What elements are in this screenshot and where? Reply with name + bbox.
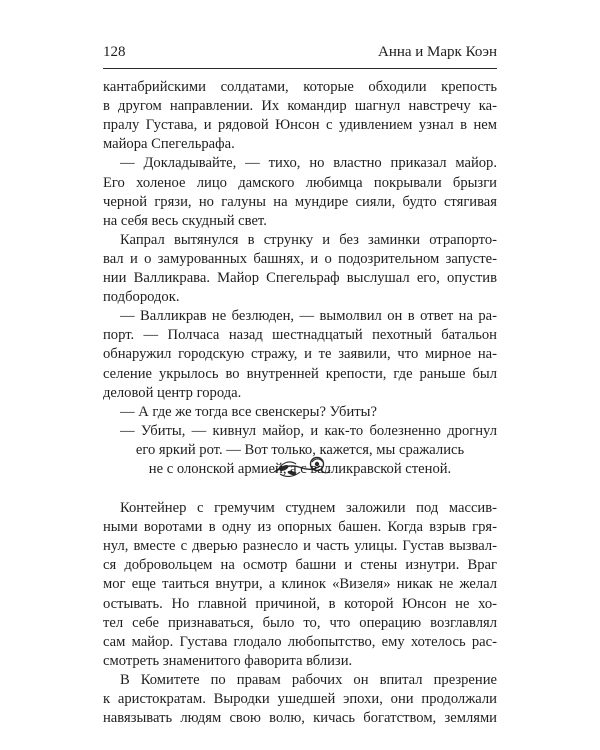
text-line: подбородок. (103, 289, 180, 306)
text-line: смотреть знаменитого фаворита вблизи. (103, 652, 353, 669)
text-line: кантабрийскими солдатами, которые обходили крепость (103, 79, 497, 95)
text-line: остывать. Но главной причиной, в которой Юнсон не хо- (103, 595, 497, 612)
text-line: вал и о замурованных башнях, и о подозрительном запусте- (103, 250, 497, 267)
text-line: селение укрылось во внутренней крепости, где раньше был (103, 365, 497, 382)
text-line: тел себе признаваться, было то, что операцию возглавлял (103, 614, 497, 631)
text-line: ся добровольцем на осмотр башни и стены изнутри. Враг (103, 557, 497, 574)
text-line: — Валликрав не безлюден, — вымолвил он в ответ на ра- (120, 308, 497, 325)
text-line: порт. — Полчаса назад шестнадцатый пехотный батальон (103, 327, 497, 344)
text-line: — А где же тогда все свенскеры? Убиты? (120, 403, 377, 420)
header-rule (103, 68, 497, 69)
text-line: пралу Густава, и рядовой Юнсон с удивлением узнал в нем (103, 117, 497, 134)
running-head: Анна и Марк Коэн (377, 44, 497, 60)
text-line: нии Валликрава. Майор Спегельраф выслушал его, опустив (103, 270, 497, 286)
text-line: — Докладывайте, — тихо, но властно приказал майор. (120, 155, 497, 172)
text-line: Контейнер с гремучим студнем заложили под массив- (120, 500, 497, 516)
text-line: на себя весь скудный свет. (103, 212, 267, 229)
text-line: майора Спегельрафа. (103, 136, 235, 153)
text-line: деловой центр города. (103, 384, 242, 401)
text-line: мог еще таиться внутри, а клинок «Визеля» никак не желал (103, 576, 497, 593)
text-line: обнаружил городскую стражу, и те заявили, что мирное на- (103, 346, 497, 363)
text-line: В Комитете по правам рабочих он впитал презрение (120, 671, 497, 688)
text-line: сам майор. Густава глодало любопытство, ему хотелось рас- (103, 633, 497, 650)
text-line: Капрал вытянулся в струнку и без заминки отрапорто- (120, 231, 497, 248)
text-line: навязывать людям свою волю, кичась богатством, землями (103, 710, 497, 727)
page-header (103, 40, 497, 64)
text-line: — Убиты, — кивнул майор, и как-то болезненно дрогнул (120, 422, 497, 439)
page-number: 128 (103, 44, 126, 60)
text-line: Его холеное лицо дамского любимца покрывали брызги (103, 174, 497, 191)
text-line: нул, вместе с дверью разнесло и часть улицы. Густав вызвал- (103, 538, 497, 555)
text-line: ными воротами в одну из опорных башен. Когда взрыв гря- (103, 519, 497, 536)
text-line: к аристократам. Выродки ушедшей эпохи, они продолжали (103, 691, 497, 707)
text-line: в другом направлении. Их командир шагнул навстречу ка- (103, 98, 497, 115)
text-line: не с олонской армией, а с валликравской стеной. (148, 461, 452, 477)
text-line: его яркий рот. — Вот только, кажется, мы сражались (135, 441, 465, 458)
text-line: черной грязи, но галуны на мундире сияли, будто стягивая (103, 193, 497, 210)
